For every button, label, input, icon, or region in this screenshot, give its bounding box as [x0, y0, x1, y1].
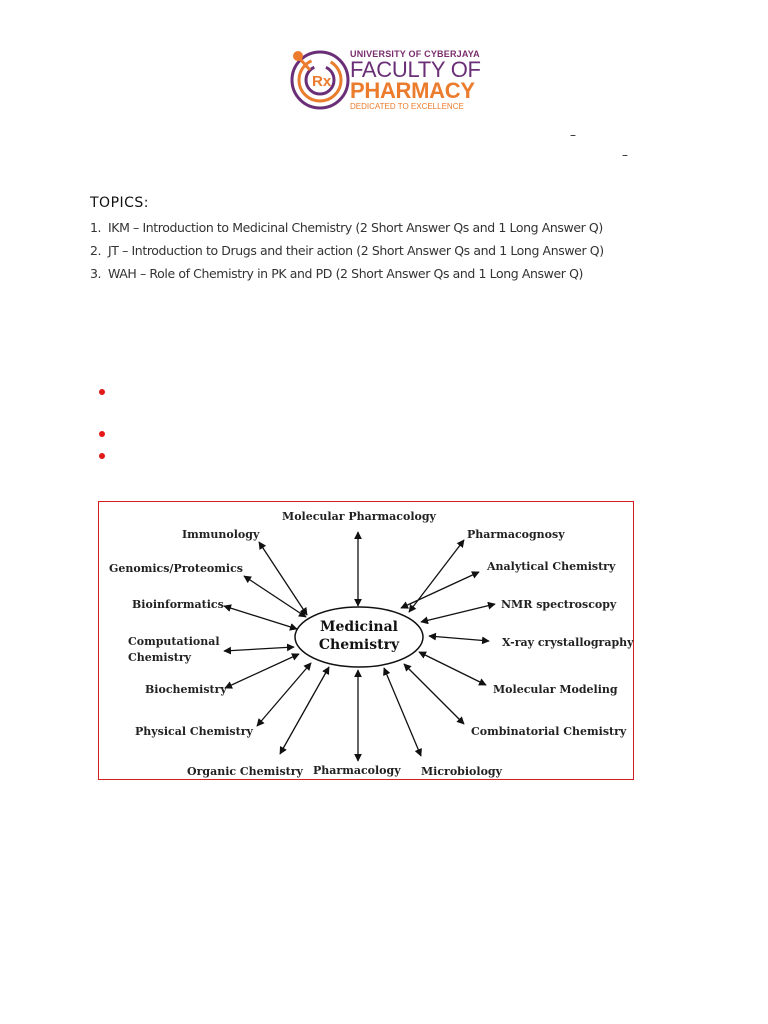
arrow-molecular-modeling	[419, 652, 486, 685]
arrow-bioinformatics	[224, 606, 297, 629]
list-item: 2. JT – Introduction to Drugs and their action (2 Short Answer Qs and 1 Long Answer Q)	[90, 243, 604, 258]
label-analytical-chemistry: Analytical Chemistry	[487, 560, 616, 573]
faculty-line2: PHARMACY	[350, 78, 475, 103]
label-pharmacognosy: Pharmacognosy	[467, 528, 565, 541]
label-combinatorial-chemistry: Combinatorial Chemistry	[471, 725, 627, 738]
list-item: 3. WAH – Role of Chemistry in PK and PD (2 Short Answer Qs and 1 Long Answer Q)	[90, 266, 583, 281]
arrow-nmr	[421, 604, 495, 622]
bullet-point	[99, 389, 105, 395]
arrow-analytical	[401, 572, 479, 608]
label-computational-chemistry: Chemistry	[128, 651, 192, 664]
label-xray-crystallography: X-ray crystallography	[502, 636, 634, 649]
medicinal-chemistry-diagram	[98, 501, 634, 780]
label-genomics-proteomics: Genomics/Proteomics	[109, 562, 243, 575]
center-label-line2: Chemistry	[318, 637, 400, 653]
label-immunology: Immunology	[182, 528, 260, 541]
arrow-biochemistry	[225, 654, 299, 688]
arrow-genomics	[244, 576, 306, 617]
university-name: UNIVERSITY OF CYBERJAYA	[350, 49, 480, 59]
center-label-line1: Medicinal	[320, 619, 398, 635]
label-molecular-modeling: Molecular Modeling	[493, 683, 618, 696]
label-pharmacology: Pharmacology	[313, 764, 401, 777]
rx-emblem-icon	[286, 42, 350, 114]
rx-text: Rx	[312, 73, 332, 90]
arrow-organic	[280, 667, 329, 754]
label-organic-chemistry: Organic Chemistry	[187, 765, 303, 778]
list-item: 1. IKM – Introduction to Medicinal Chemistry (2 Short Answer Qs and 1 Long Answer Q)	[90, 220, 603, 235]
diagram-svg	[99, 502, 635, 781]
label-microbiology: Microbiology	[421, 765, 502, 778]
label-nmr-spectroscopy: NMR spectroscopy	[501, 598, 617, 611]
dash-mark: –	[622, 148, 628, 162]
arrow-computational	[224, 647, 294, 651]
arrow-combinatorial	[404, 664, 464, 724]
arrow-xray	[429, 636, 489, 641]
label-molecular-pharmacology: Molecular Pharmacology	[282, 510, 436, 523]
logo-tagline: DEDICATED TO EXCELLENCE	[350, 102, 464, 111]
dash-mark: –	[570, 128, 576, 142]
arrow-immunology	[259, 542, 307, 615]
label-biochemistry: Biochemistry	[145, 683, 227, 696]
arrow-physical	[257, 663, 311, 726]
bullet-point	[99, 431, 105, 437]
topics-heading: TOPICS:	[90, 195, 150, 211]
label-computational: Computational	[128, 635, 220, 648]
topic-list	[90, 218, 604, 287]
label-bioinformatics: Bioinformatics	[132, 598, 224, 611]
faculty-logo	[286, 42, 482, 114]
arrow-microbiology	[384, 668, 421, 756]
faculty-line1: FACULTY OF	[350, 57, 481, 82]
label-physical-chemistry: Physical Chemistry	[135, 725, 253, 738]
bullet-point	[99, 453, 105, 459]
